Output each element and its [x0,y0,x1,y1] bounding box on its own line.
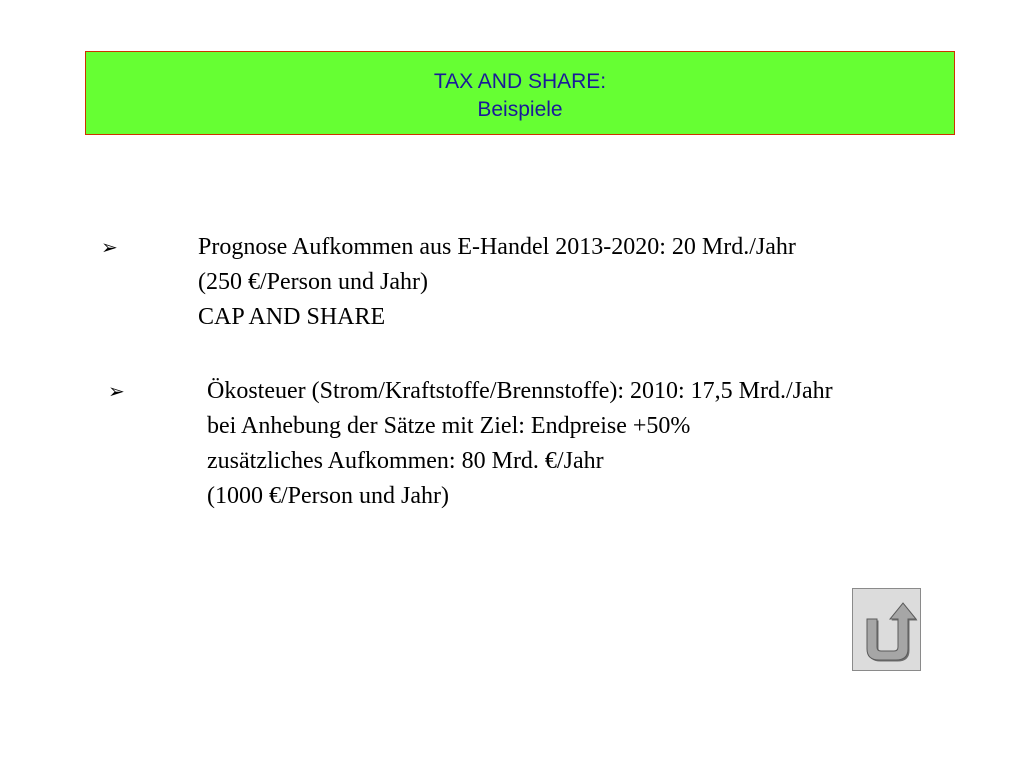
title-line-2: Beispiele [477,98,563,121]
return-arrow-icon [853,589,922,672]
bullet-line: zusätzliches Aufkommen: 80 Mrd. €/Jahr [207,448,604,474]
bullet-arrow-icon: ➢ [101,235,118,259]
bullet-line: (1000 €/Person und Jahr) [207,483,449,509]
title-line-1: TAX AND SHARE: [433,70,607,93]
bullet-text [207,374,833,514]
bullet-line: CAP AND SHARE [198,304,386,330]
bullet-line: Prognose Aufkommen aus E-Handel 2013-2020: 20 Mrd./Jahr [198,234,796,260]
bullet-line: bei Anhebung der Sätze mit Ziel: Endpreise +50% [207,413,691,439]
title-banner [85,51,955,135]
bullet-arrow-icon: ➢ [108,379,125,403]
bullet-line: Ökosteuer (Strom/Kraftstoffe/Brennstoffe): 2010: 17,5 Mrd./Jahr [207,378,833,404]
bullet-line: (250 €/Person und Jahr) [198,269,428,295]
bullet-text [198,230,796,335]
return-button[interactable] [852,588,921,671]
